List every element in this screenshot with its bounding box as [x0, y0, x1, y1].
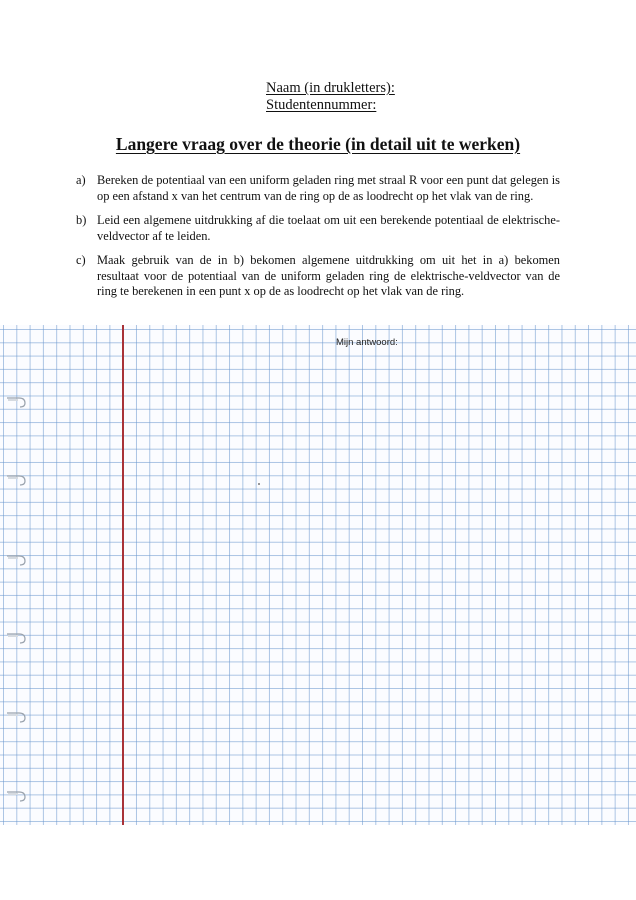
question-item-a	[76, 173, 560, 204]
name-field-label: Naam (in drukletters):	[266, 80, 395, 96]
question-item-c	[76, 253, 560, 300]
ring-hole-icon	[5, 393, 31, 409]
name-line-block	[266, 80, 395, 114]
ring-hole-icon	[5, 551, 31, 567]
ring-hole-icon	[5, 708, 31, 724]
question-text: Leid een algemene uitdrukking af die toelaat om uit een berekende potentiaal de elektrische-veldvector af te leiden.	[97, 213, 560, 243]
ring-hole-icon	[5, 787, 31, 803]
question-item-b	[76, 213, 560, 244]
answer-label: Mijn antwoord:	[336, 337, 398, 348]
ring-hole-icon	[5, 471, 31, 487]
question-text: Maak gebruik van de in b) bekomen algemene uitdrukking om uit het in a) bekomen resultaat voor de potentiaal van de uniform geladen ring de elektrische-veldvector van de ring te berekenen in een punt x op de as loodrecht op het vlak van de ring.	[97, 253, 560, 298]
ring-hole-icon	[5, 629, 31, 645]
graph-paper-answer-area[interactable]	[0, 325, 636, 825]
margin-line	[122, 325, 124, 825]
scan-speck	[258, 483, 260, 485]
student-number-label: Studentennummer:	[266, 97, 377, 113]
question-marker: c)	[76, 253, 86, 267]
question-title: Langere vraag over de theorie (in detail uit te werken)	[115, 134, 521, 154]
question-list	[76, 173, 560, 309]
question-text: Bereken de potentiaal van een uniform geladen ring met straal R voor een punt dat gelegen is op een afstand x van het centrum van de ring op de as loodrecht op het vlak van de ring.	[97, 173, 560, 203]
question-marker: b)	[76, 213, 87, 227]
question-marker: a)	[76, 173, 86, 187]
